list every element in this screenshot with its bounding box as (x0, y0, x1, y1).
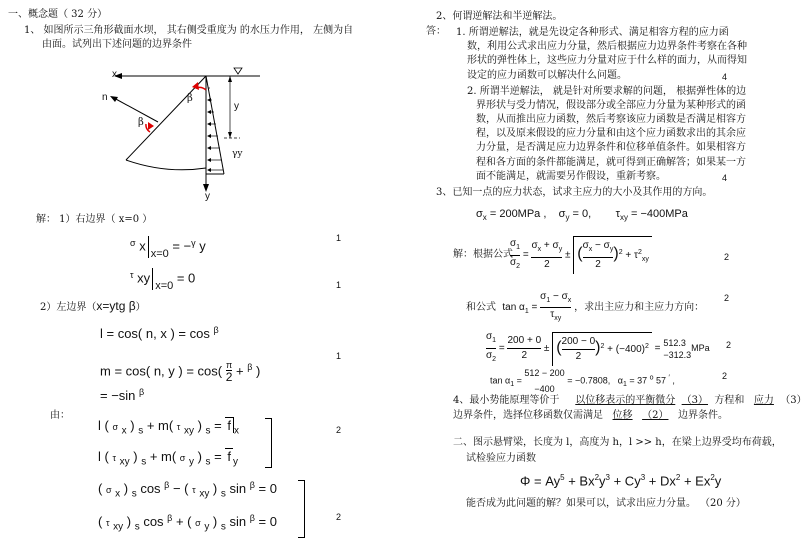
eq-tau-xy: $^\tau$ $xy_{x=0} = 0$ (130, 268, 195, 290)
question-1-line-1: 1、 如图所示三角形截面水坝， 其右侧受重度为 的水压力作用， 左侧为自 (24, 25, 354, 36)
score-eq2: 1 (336, 280, 342, 290)
fig-x-label: x (112, 69, 117, 80)
question-4-line-2: 边界条件，选择位移函数仅需满足 位移 （2） 边界条件。 (453, 410, 729, 421)
score-q3-2: 2 (724, 293, 730, 303)
semi-inverse-line-3: 数，从而推出应力函数，然后考察该应力函数是否满足相容方 (476, 114, 746, 125)
score-eq5: 2 (336, 512, 342, 522)
score-p2: 4 (722, 173, 728, 183)
solution-right-boundary: 解： 1）右边界（ x=0 ） (36, 214, 153, 225)
answer-label: 答： (426, 26, 446, 37)
section-2-question: 能否成为此问题的解？如果可以，试求出应力分量。 (466, 498, 696, 509)
score-eq4: 2 (336, 425, 342, 435)
brace-1 (265, 418, 272, 468)
eq-boundary-x: l ( σ $_x$ ) $_s$ + m( τ $_{xy}$ ) $_s$ = f $_x$ (98, 418, 239, 437)
question-4-line-1: 4、最小势能原理等价于 以位移表示的平衡微分 （3） 方程和 应力 （3） (453, 395, 807, 406)
score-p1: 4 (722, 72, 728, 82)
principal-stress-result: $\sigma_1$ $\sigma_2$ = 200 + 0 2 ± (200 − 0 2 )$^2 + (-400)^2 = 512.3$ −312.3MPa (486, 330, 710, 367)
question-3: 3、已知一点的应力状态，试求主应力的大小及其作用的方向。 (436, 187, 713, 198)
section-2-line-2: 试检验应力函数 (466, 453, 536, 464)
semi-inverse-line-5: 力分量，是否满足应力边界条件和位移单值条件。如果相容方 (476, 142, 746, 153)
eq-left-1: ( σ $_x$ ) $_s$ cos $^\beta$ − ( τ $_{xy}$ ) $_s$ sin $^\beta$ = 0 (98, 480, 277, 500)
formula-label: 解：根据公式 (453, 249, 513, 260)
stress-function: $\Phi = Ay^5 + Bx^2y^3 + Cy^3 + Dx^2 + Ex^2y$ (520, 473, 722, 489)
fig-n-label: n (102, 92, 108, 103)
inverse-method-line-2: 数，利用公式求出应力分量，然后根据应力边界条件考察在各种 (467, 41, 747, 52)
eq-left-2: ( τ $_{xy}$ ) $_s$ cos $^\beta$ + ( σ $_y$ ) $_s$ sin $^\beta$ = 0 (98, 513, 277, 533)
section-title-concepts: 一、概念题（ 32 分） (8, 9, 108, 20)
question-1-line-2: 由面。试列出下述问题的边界条件 (42, 39, 192, 50)
eq-l: l = cos( n, x ) = cos $^\beta$ (100, 325, 219, 341)
score-q3-3: 2 (726, 340, 732, 350)
inverse-method-line-3: 形状的弹性体上，这些应力分量对应于什么样的面力，从而得知 (467, 55, 747, 66)
semi-inverse-line-1: 2. 所谓半逆解法， 就是针对所要求解的问题， 根据弹性体的边 (467, 86, 747, 97)
section-2-line-1: 二、图示悬臂梁，长度为 l，高度为 h，l >> h，在梁上边界受均布荷载， (453, 437, 782, 448)
brace-2 (298, 480, 305, 538)
section-2-points: （20 分） (700, 498, 746, 509)
principal-stress-formula: $\sigma_1$ $\sigma_2$ = $\sigma_x + \sigma_y$ 2 ± ($\sigma_x - \sigma_y$ 2 )$^2 + \tau^2_{xy}$ (510, 236, 652, 274)
dam-figure (100, 62, 360, 222)
score-eq3: 1 (336, 351, 342, 361)
semi-inverse-line-6: 程和各方面的条件都能满足，就可得到正确解答；如果某一方 (476, 157, 746, 168)
fig-beta-top: β (187, 93, 193, 104)
inverse-method-line-1: 1. 所谓逆解法，就是先设定各种形式、满足相容方程的应力函 (456, 27, 729, 38)
eq-sigma-x: $^\sigma$ $x_{x=0} = -^\gamma$ y (130, 236, 206, 258)
semi-inverse-line-7: 面不能满足，就需要另作假设，重新考察。 (476, 171, 666, 182)
fig-y-axis-label: y (205, 191, 210, 202)
eq-sin: = −sin $^\beta$ (100, 387, 145, 403)
score-q3-4: 2 (722, 371, 728, 381)
fig-y-dimension: y (234, 101, 239, 112)
score-eq1: 1 (336, 233, 342, 243)
fig-gamma-y: γy (232, 149, 243, 159)
eq-boundary-y: l ( τ $_{xy}$ ) $_s$ + m( σ $_y$ ) $_s$ = f $_y$ (98, 449, 238, 468)
inverse-method-line-4: 设定的应力函数可以解决什么问题。 (467, 70, 627, 81)
label-by: 由： (50, 410, 70, 421)
score-q3-1: 2 (724, 252, 730, 262)
semi-inverse-line-4: 程，以及原来假设的应力分量和由这个应力函数求出的其余应 (476, 128, 746, 139)
tan-result: $\tan \alpha_1 = 512 - 200$ −400 = −0.7808, $\alpha_1 = 37$ $^o$ 57 ′ , (490, 368, 675, 394)
given-stress-state: $\sigma_x = 200MPa$ , $\sigma_y = 0$, $\tau_{xy} = -400MPa$ (476, 208, 688, 223)
eq-m: m = cos( n, y ) = cos( π 2 + $^\beta$ ) (100, 360, 261, 384)
semi-inverse-line-2: 界形状与受力情况，假设部分或全部应力分量为某种形式的函 (476, 100, 746, 111)
and-formula: 和公式 $\tan \alpha_1 = \sigma_1 - \sigma_x$ $\tau_{xy}$ ，求出主应力和主应力方向： (466, 290, 704, 325)
fig-beta-left: β (138, 117, 144, 128)
question-2: 2、何谓逆解法和半逆解法。 (436, 11, 563, 22)
solution-left-boundary: 2）左边界（x=ytg β） (40, 299, 146, 313)
